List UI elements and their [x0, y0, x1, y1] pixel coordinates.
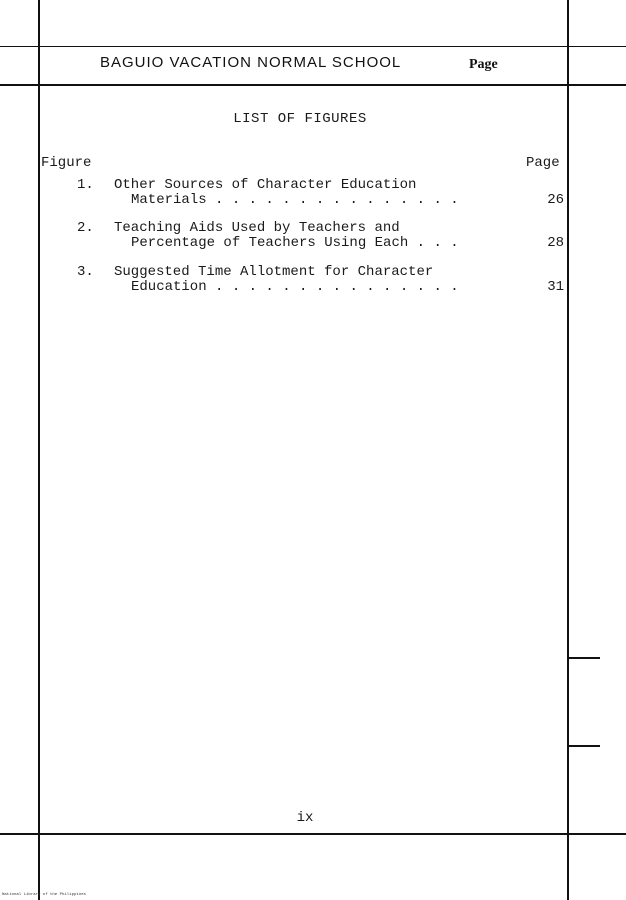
- entry-title-line1: Teaching Aids Used by Teachers and: [114, 220, 400, 236]
- entry-title-line1: Suggested Time Allotment for Character: [114, 264, 434, 280]
- entry-page-number: 31: [547, 279, 564, 295]
- header-page-label: Page: [469, 57, 498, 72]
- right-tick-lower: [569, 745, 600, 747]
- page-title: LIST OF FIGURES: [233, 111, 367, 127]
- entry-number: 2.: [77, 220, 94, 236]
- footer-note: National Library of the Philippines: [2, 893, 87, 897]
- entry-title-line1: Other Sources of Character Education: [114, 177, 417, 193]
- top-rule-lower: [0, 84, 626, 86]
- page-column-header: Page: [526, 155, 560, 171]
- entry-title-line2: Education . . . . . . . . . . . . . . .: [131, 279, 459, 295]
- leader-dots: . . . . . . . . . . . . . . .: [206, 279, 459, 295]
- entry-title-line2: Percentage of Teachers Using Each . . .: [131, 235, 459, 251]
- school-header: BAGUIO VACATION NORMAL SCHOOL: [100, 54, 402, 71]
- entry-number: 3.: [77, 264, 94, 280]
- entry-page-number: 28: [547, 235, 564, 251]
- left-margin-rule: [38, 0, 40, 900]
- bottom-rule: [0, 833, 626, 835]
- page-folio: ix: [296, 810, 314, 826]
- figure-column-header: Figure: [41, 155, 92, 171]
- entry-page-number: 26: [547, 192, 564, 208]
- entry-title-line2: Materials . . . . . . . . . . . . . . .: [131, 192, 459, 208]
- right-margin-rule: [567, 0, 569, 900]
- top-rule-upper: [0, 46, 626, 47]
- leader-dots: . . .: [408, 235, 459, 251]
- leader-dots: . . . . . . . . . . . . . . .: [206, 192, 459, 208]
- right-tick-upper: [569, 657, 600, 659]
- entry-number: 1.: [77, 177, 94, 193]
